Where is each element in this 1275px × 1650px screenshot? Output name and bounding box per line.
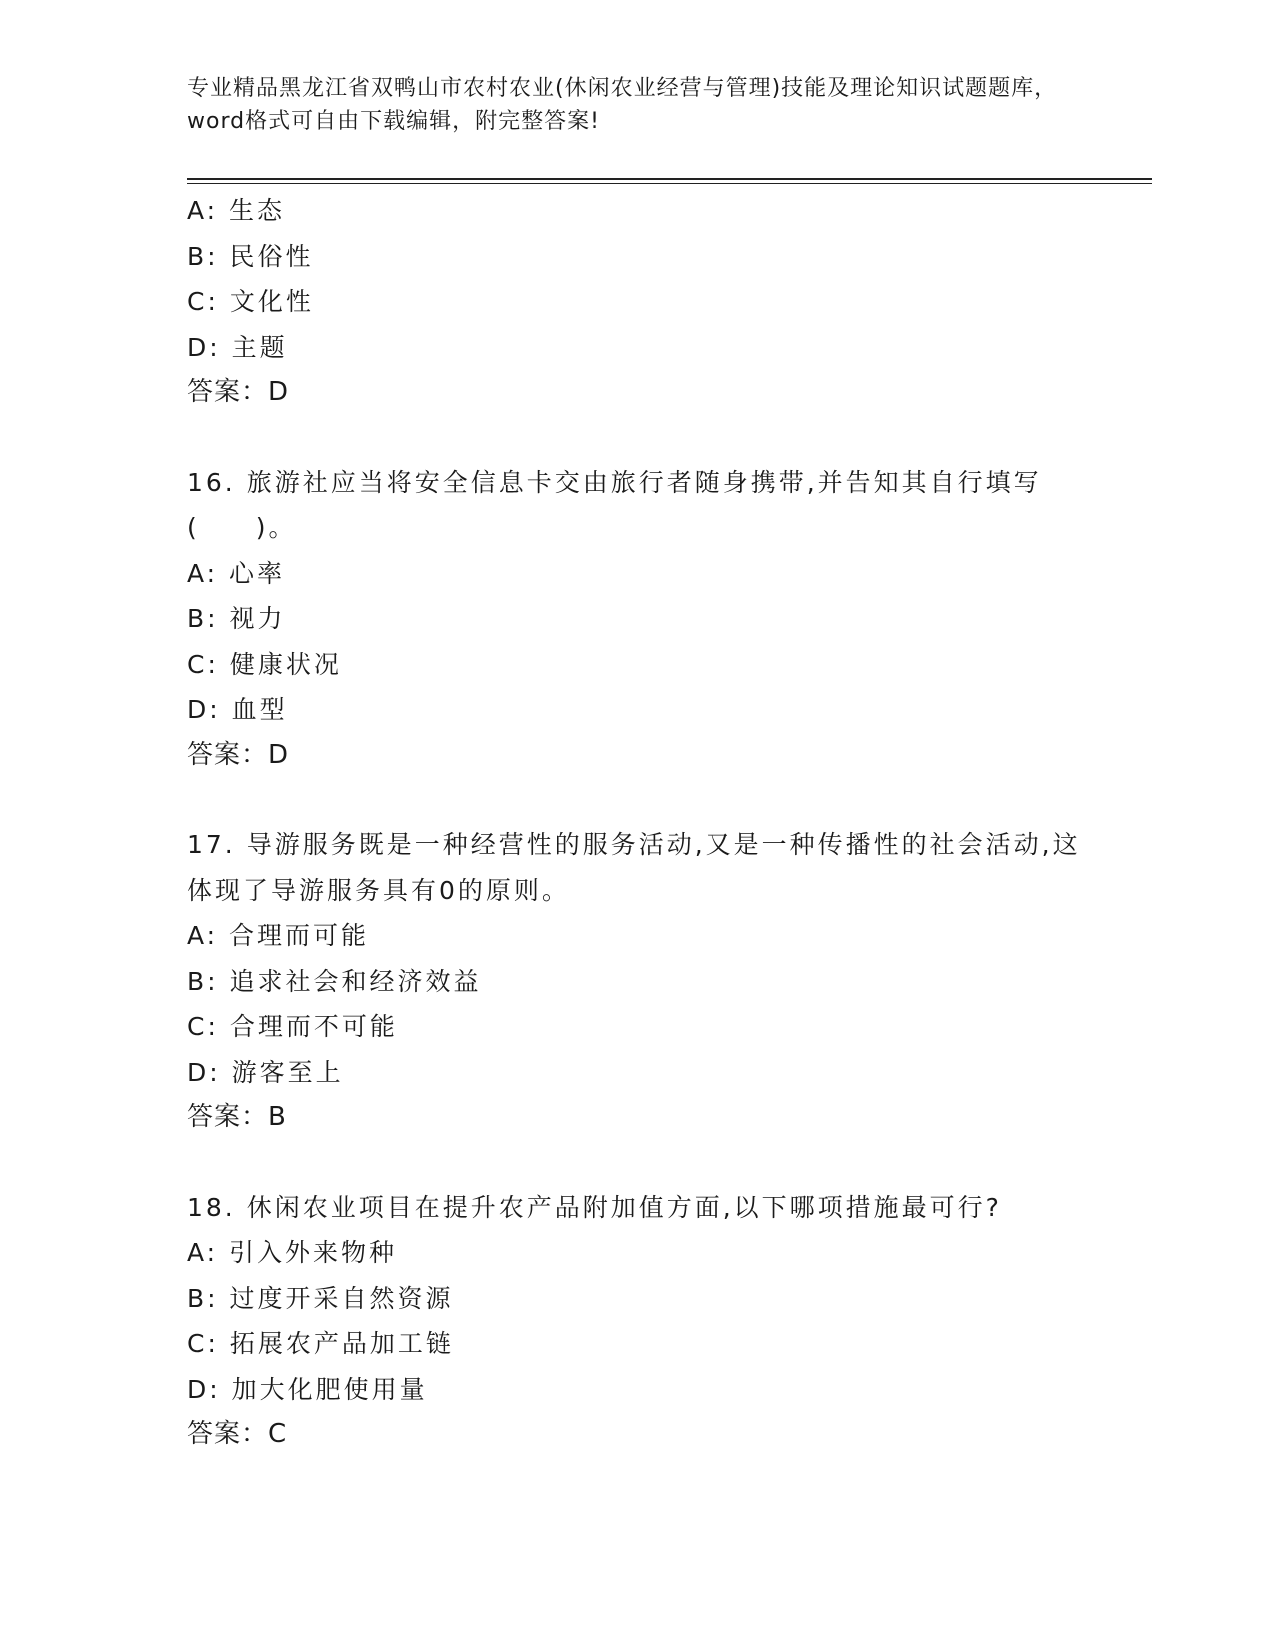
option-d: D: 主题 (187, 332, 288, 362)
option-b: B: 视力 (187, 604, 286, 633)
option-d: D: 加大化肥使用量 (187, 1374, 428, 1404)
answer-line: 答案：D (187, 377, 290, 407)
option-c: C: 拓展农产品加工链 (187, 1329, 454, 1358)
option-b: B: 追求社会和经济效益 (187, 966, 482, 996)
answer-line: 答案：B (187, 1102, 287, 1132)
header-divider-thick (187, 178, 1152, 180)
option-c: C: 合理而不可能 (187, 1012, 398, 1041)
answer-line: 答案：C (187, 1419, 288, 1449)
header-divider-thin (187, 183, 1152, 184)
option-b: B: 民俗性 (187, 241, 314, 271)
answer-line: 答案：D (187, 739, 290, 770)
question-stem: 16. 旅游社应当将安全信息卡交由旅行者随身携带,并告知其自行填写( )。 (187, 467, 1042, 542)
option-a: A: 心率 (187, 558, 286, 588)
option-a: A: 生态 (187, 196, 286, 225)
option-a: A: 引入外来物种 (187, 1238, 398, 1267)
question-list (187, 188, 1152, 1458)
option-c: C: 文化性 (187, 287, 314, 316)
question-block-18 (187, 1185, 1152, 1458)
question-block-17 (187, 822, 1152, 1141)
question-stem: 17. 导游服务既是一种经营性的服务活动,又是一种传播性的社会活动,这体现了导游服务具有0的原则。 (187, 830, 1081, 905)
question-block-16 (187, 460, 1152, 779)
option-d: D: 血型 (187, 695, 288, 724)
document-title: 专业精品黑龙江省双鸭山市农村农业(休闲农业经营与管理)技能及理论知识试题题库，word格式可自由下载编辑，附完整答案! (187, 76, 1058, 134)
option-c: C: 健康状况 (187, 649, 342, 679)
option-a: A: 合理而可能 (187, 921, 370, 950)
question-stem: 18. 休闲农业项目在提升农产品附加值方面,以下哪项措施最可行? (187, 1192, 1002, 1222)
question-block-15 (187, 188, 1152, 416)
document-page (187, 0, 1152, 1650)
option-d: D: 游客至上 (187, 1057, 344, 1087)
option-b: B: 过度开采自然资源 (187, 1283, 454, 1313)
